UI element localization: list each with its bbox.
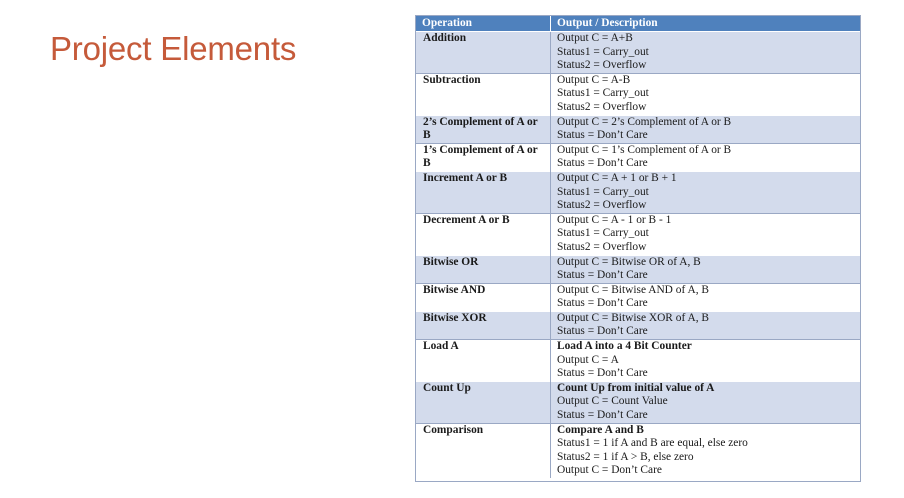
description-line: Status = Don’t Care — [557, 367, 648, 380]
description-line: Status = Don’t Care — [557, 325, 648, 338]
operation-cell: 1’s Complement of A or B — [416, 143, 551, 171]
description-line: Output C = Count Value — [557, 395, 668, 408]
description-line: Status = Don’t Care — [557, 157, 648, 170]
description-line: Status2 = Overflow — [557, 59, 647, 72]
operation-cell: Bitwise XOR — [416, 311, 551, 339]
table-row — [416, 311, 860, 339]
table-row — [416, 143, 860, 171]
operation-cell: Increment A or B — [416, 171, 551, 213]
description-cell — [551, 32, 861, 74]
header-operation: Operation — [416, 16, 551, 32]
description-line: Output C = A+B — [557, 32, 633, 44]
table-row — [416, 115, 860, 143]
description-cell — [551, 73, 861, 115]
description-line: Status1 = Carry_out — [557, 87, 649, 100]
description-line: Output C = Bitwise OR of A, B — [557, 255, 701, 268]
description-cell — [551, 311, 861, 339]
description-line: Status1 = Carry_out — [557, 45, 649, 58]
description-line: Output C = 2’s Complement of A or B — [557, 115, 732, 128]
description-line: Status = Don’t Care — [557, 129, 648, 142]
description-line: Status2 = 1 if A > B, else zero — [557, 450, 694, 463]
description-cell — [551, 171, 861, 213]
table-body — [416, 32, 860, 479]
operation-cell: Addition — [416, 32, 551, 74]
description-line: Status2 = Overflow — [557, 199, 647, 212]
operation-cell: Bitwise AND — [416, 283, 551, 311]
table-row — [416, 255, 860, 283]
table-row — [416, 340, 860, 382]
description-cell — [551, 340, 861, 382]
description-cell — [551, 143, 861, 171]
header-output-description: Output / Description — [551, 16, 861, 32]
operation-cell: 2’s Complement of A or B — [416, 115, 551, 143]
table-row — [416, 171, 860, 213]
table-row — [416, 213, 860, 255]
operations-table — [416, 16, 860, 478]
description-line: Output C = 1’s Complement of A or B — [557, 143, 732, 156]
description-cell — [551, 381, 861, 423]
table-row — [416, 423, 860, 478]
description-line: Status = Don’t Care — [557, 269, 648, 282]
description-cell — [551, 283, 861, 311]
description-line: Status = Don’t Care — [557, 297, 648, 310]
operation-cell: Subtraction — [416, 73, 551, 115]
description-line: Output C = A-B — [557, 73, 631, 86]
table-row — [416, 73, 860, 115]
description-line: Output C = A + 1 or B + 1 — [557, 171, 677, 184]
operation-cell: Count Up — [416, 381, 551, 423]
table-row — [416, 32, 860, 74]
table-header-row — [416, 16, 860, 32]
operation-cell: Comparison — [416, 423, 551, 478]
description-heading: Load A into a 4 Bit Counter — [557, 340, 692, 353]
description-line: Output C = Bitwise XOR of A, B — [557, 311, 709, 324]
description-line: Status = Don’t Care — [557, 409, 648, 422]
description-heading: Count Up from initial value of A — [557, 381, 715, 394]
description-line: Output C = Don’t Care — [557, 464, 662, 477]
description-cell — [551, 255, 861, 283]
description-cell — [551, 115, 861, 143]
description-line: Output C = Bitwise AND of A, B — [557, 283, 709, 296]
table-row — [416, 283, 860, 311]
description-line: Status1 = Carry_out — [557, 185, 649, 198]
operation-cell: Decrement A or B — [416, 213, 551, 255]
description-heading: Compare A and B — [557, 423, 644, 436]
description-line: Status1 = 1 if A and B are equal, else zero — [557, 437, 748, 450]
description-cell — [551, 213, 861, 255]
operations-table-container — [415, 15, 861, 482]
description-line: Status2 = Overflow — [557, 240, 647, 253]
table-row — [416, 381, 860, 423]
operation-cell: Load A — [416, 340, 551, 382]
operation-cell: Bitwise OR — [416, 255, 551, 283]
description-line: Output C = A - 1 or B - 1 — [557, 213, 672, 226]
description-line: Output C = A — [557, 353, 619, 366]
description-cell — [551, 423, 861, 478]
description-line: Status2 = Overflow — [557, 100, 647, 113]
description-line: Status1 = Carry_out — [557, 227, 649, 240]
slide-title: Project Elements — [50, 30, 297, 67]
